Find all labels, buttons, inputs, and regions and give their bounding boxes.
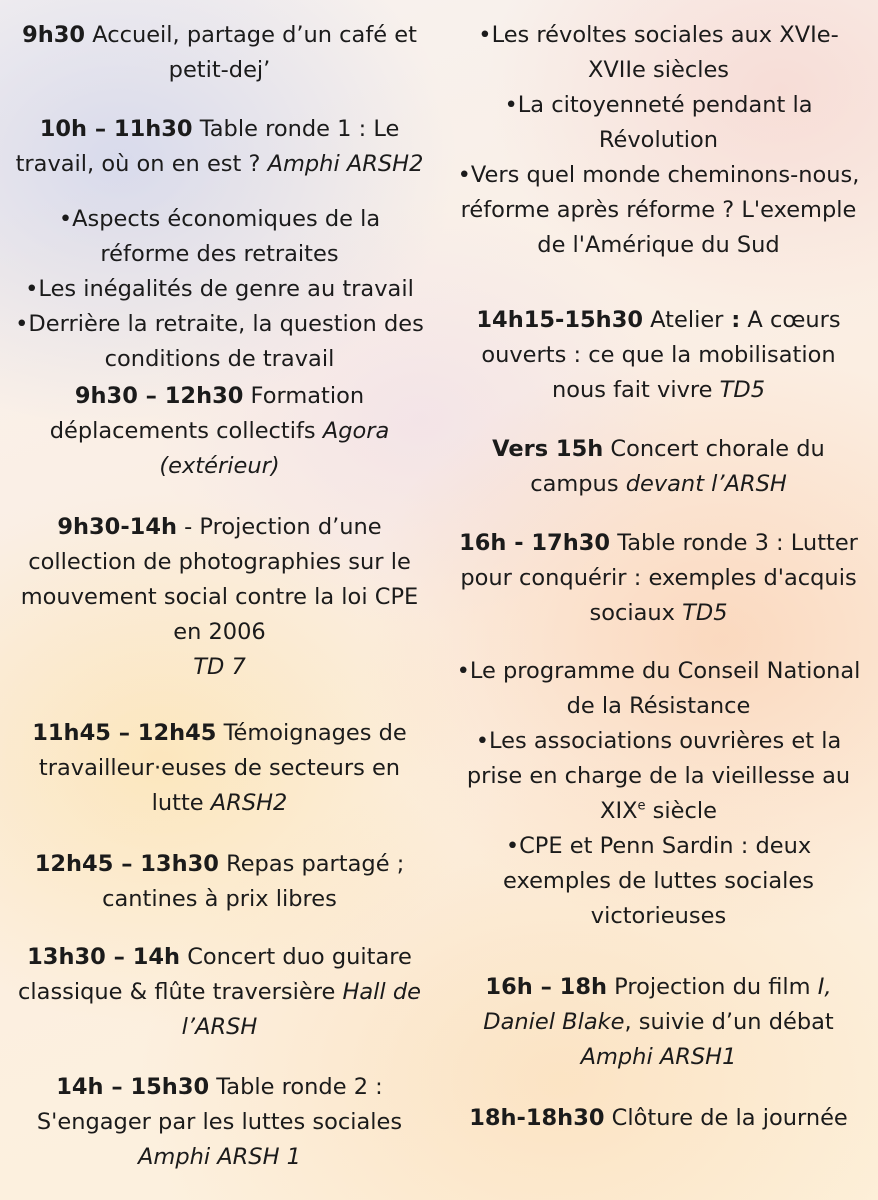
topic-item: •Les révoltes sociales aux XVIe-XVIIe siècles <box>478 22 839 83</box>
item-text: Formation déplacements collectifs <box>49 383 365 444</box>
item-location: TD 7 <box>193 654 246 680</box>
item-text-2: A cœurs ouverts : ce que la mobilisation nous fait vivre <box>481 307 841 403</box>
item-text: Table ronde 2 : S'engager par les luttes sociales <box>36 1074 403 1135</box>
item-location: Amphi ARSH1 <box>580 1044 737 1070</box>
topic-item: •CPE et Penn Sardin : deux exemples de luttes sociales victorieuses <box>503 833 814 929</box>
roundtable-2-topics <box>439 18 878 263</box>
item-text: Projection du film <box>607 974 818 1000</box>
topic-text-end: siècle <box>645 798 717 824</box>
item-text: Concert duo guitare classique & flûte traversière <box>18 944 412 1005</box>
topic-item: •Vers quel monde cheminons-nous, réforme après réforme ? L'exemple de l'Amérique du Sud <box>457 162 860 258</box>
film-title: I, Daniel Blake <box>483 974 832 1035</box>
topic-item: •Aspects économiques de la réforme des retraites <box>58 206 381 267</box>
program-item-roundtable-2 <box>0 1070 439 1175</box>
item-text: Témoignages de travailleur·euses de secteurs en lutte <box>38 720 407 816</box>
item-time: 16h - 17h30 <box>459 530 611 556</box>
item-text: Accueil, partage d’un café et petit-dej’ <box>85 22 417 83</box>
item-location: devant l’ARSH <box>625 471 787 497</box>
item-text: Atelier <box>643 307 724 333</box>
program-item-welcome <box>0 18 439 88</box>
item-time: 10h – 11h30 <box>39 116 193 142</box>
program-item-training <box>0 379 439 484</box>
topic-item: •Les inégalités de genre au travail <box>25 276 414 302</box>
program-item-shared-meal <box>0 847 439 917</box>
topic-item: •Derrière la retraite, la question des conditions de travail <box>15 311 424 372</box>
item-text: Table ronde 1 : Le travail, où on en est ? <box>15 116 400 177</box>
program-item-film <box>439 970 878 1075</box>
program-item-workshop <box>439 303 878 408</box>
program-item-choir-concert <box>439 432 878 502</box>
roundtable-1-topics <box>0 202 439 377</box>
item-text: Concert chorale du campus <box>530 436 825 497</box>
item-text: Clôture de la journée <box>604 1105 848 1131</box>
item-time: 9h30-14h <box>57 514 177 540</box>
item-time: 14h – 15h30 <box>56 1074 210 1100</box>
item-location: TD5 <box>682 600 728 626</box>
item-time: 9h30 – 12h30 <box>74 383 244 409</box>
item-text: - Projection d’une collection de photographies sur le mouvement social contre la loi CPE en 2006 <box>20 514 419 645</box>
roundtable-3-topics <box>439 654 878 934</box>
program-item-testimonies <box>0 716 439 821</box>
item-text: Repas partagé ; cantines à prix libres <box>102 851 405 912</box>
item-time: 14h15-15h30 <box>476 307 644 333</box>
item-location: Agora (extérieur) <box>159 418 390 479</box>
item-location: Amphi ARSH 1 <box>138 1144 301 1170</box>
item-time: 12h45 – 13h30 <box>34 851 219 877</box>
topic-item: •La citoyenneté pendant la Révolution <box>504 92 813 153</box>
program-item-concert-duo <box>0 940 439 1045</box>
topic-item <box>453 724 864 829</box>
item-time: 9h30 <box>22 22 86 48</box>
item-location: Hall de l’ARSH <box>181 979 421 1040</box>
program-item-photo-projection <box>0 510 439 685</box>
item-time: Vers 15h <box>492 436 604 462</box>
item-colon: : <box>723 307 741 333</box>
item-location: Amphi ARSH2 <box>267 151 424 177</box>
topic-text: •Les associations ouvrières et la prise en charge de la vieillesse au XIX <box>466 728 851 824</box>
item-text-2: , suivie d’un débat <box>624 1009 834 1035</box>
superscript-e: e <box>637 798 646 814</box>
item-time: 18h-18h30 <box>469 1105 605 1131</box>
item-location: ARSH2 <box>210 790 288 816</box>
right-column <box>439 0 878 1200</box>
program-item-closing <box>439 1101 878 1136</box>
item-location: TD5 <box>719 377 766 403</box>
program-item-roundtable-3 <box>439 526 878 631</box>
item-time: 13h30 – 14h <box>27 944 181 970</box>
item-text: Table ronde 3 : Lutter pour conquérir : exemples d'acquis sociaux <box>460 530 858 626</box>
item-time: 16h – 18h <box>485 974 607 1000</box>
program-item-roundtable-1 <box>0 112 439 182</box>
topic-item: •Le programme du Conseil National de la Résistance <box>456 658 861 719</box>
item-time: 11h45 – 12h45 <box>32 720 217 746</box>
